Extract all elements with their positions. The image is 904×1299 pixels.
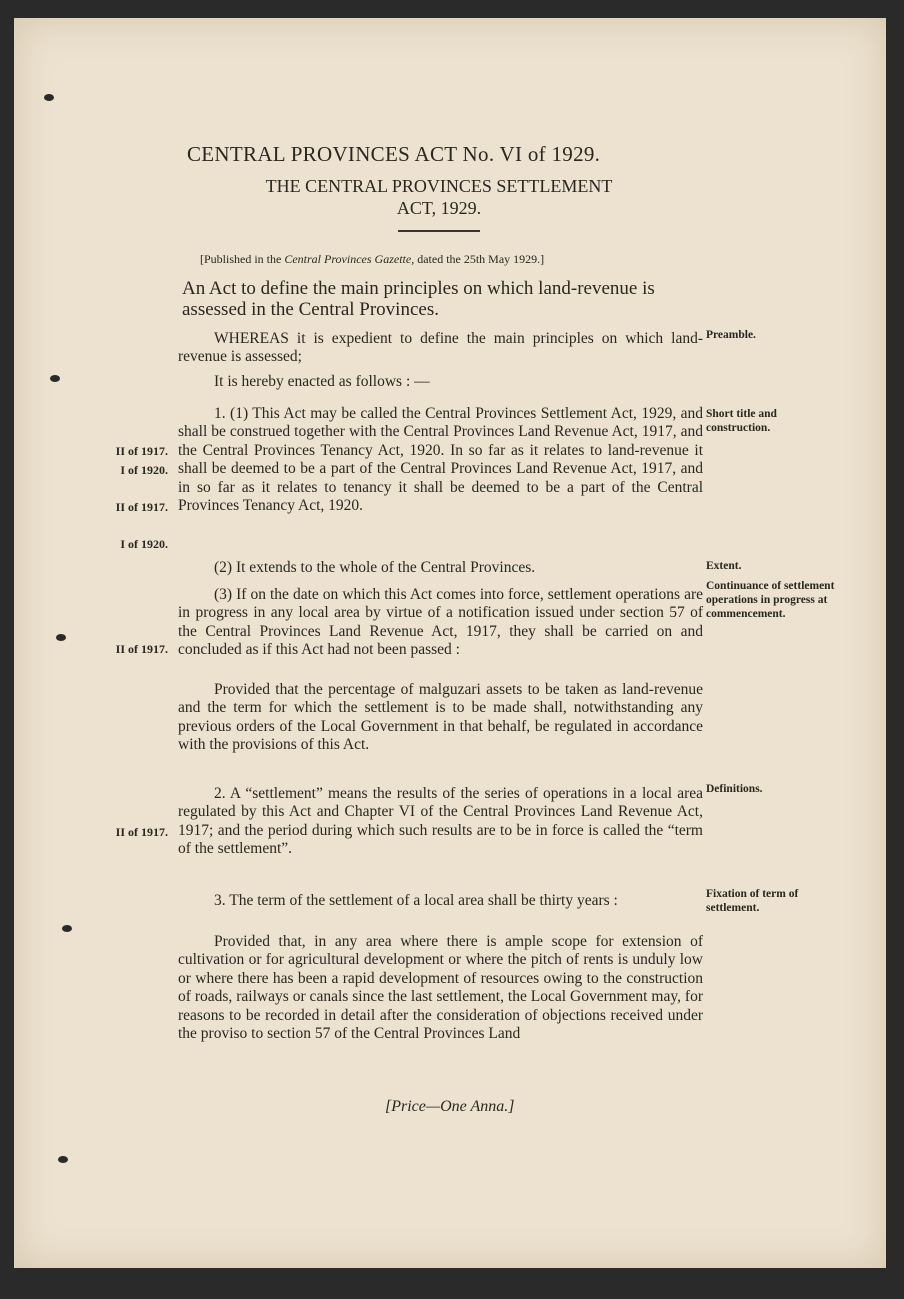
preamble-text: WHEREAS it is expedient to define the main principles on which land-revenue is assessed; [178,330,703,366]
act-title: CENTRAL PROVINCES ACT No. VI of 1929. [187,142,601,166]
margin-ref: II of 1917. [115,642,168,656]
margin-fixation: Fixation of term of settlement. [706,888,799,914]
title-divider [398,230,480,232]
section2-text: 2. A “settlement” means the results of the series of operations in a local area regulated by this Act and Chapter VI of the Central Provinces Land Revenue Act, 1917; and the period during which such results are to be in force is called the “term of the settlement”. [178,785,703,858]
short-title-line2: ACT, 1929. [396,198,482,218]
publication-note [200,252,544,267]
publication-gazette: Central Provinces Gazette, [284,252,415,266]
enacting-clause: It is hereby enacted as follows : — [214,373,430,390]
section1-sub3: (3) If on the date on which this Act comes into force, settlement operations are in progress in any local area by virtue of a notification issued under section 57 of the Central Provinces Land Revenue Act, 1917, they shall be carried on and concluded as if this Act had not been passed : [178,586,703,659]
margin-preamble: Preamble. [706,329,756,341]
section3-text: 3. The term of the settlement of a local area shall be thirty years : [214,892,618,909]
long-title: An Act to define the main principles on which land-revenue is assessed in the Central Provinces. [182,278,655,320]
margin-continuance: Continuance of settlement operations in progress at commencement. [706,580,835,620]
margin-ref: II of 1917. [115,444,168,458]
section3-proviso: Provided that, in any area where there is ample scope for extension of cultivation or for agricultural development or where the pitch of rents is unduly low or where there has been a rapid development of resources owing to the construction of roads, railways or canals since the last settlement, the Local Government may, for reasons to be recorded in detail after the consideration of objections received under the proviso to section 57 of the Central Provinces Land [178,933,703,1043]
short-title [222,175,656,219]
margin-definitions: Definitions. [706,783,763,795]
margin-ref: I of 1920. [120,537,168,551]
margin-short-title: Short title and construction. [706,408,777,434]
section1-proviso: Provided that the percentage of malguzari assets to be taken as land-revenue and the term for which the settlement is to be made shall, notwithstanding any previous orders of the Local Government in that behalf, be regulated in accordance with the provisions of this Act. [178,681,703,754]
punch-hole [56,634,66,641]
section1-sub1: 1. (1) This Act may be called the Central Provinces Settlement Act, 1929, and shall be construed together with the Central Provinces Land Revenue Act, 1917, and the Central Provinces Tenancy Act, 1920. In so far as it relates to land-revenue it shall be deemed to be a part of the Central Provinces Land Revenue Act, 1917, and in so far as it relates to tenancy it shall be deemed to be a part of the Central Provinces Tenancy Act, 1920. [178,405,703,515]
punch-hole [58,1156,68,1163]
punch-hole [62,925,72,932]
publication-suffix: dated the 25th May 1929.] [414,252,545,266]
margin-ref: I of 1920. [120,463,168,477]
section1-sub2: (2) It extends to the whole of the Central Provinces. [214,559,536,576]
margin-ref: II of 1917. [115,500,168,514]
margin-extent: Extent. [706,560,742,572]
punch-hole [44,94,54,101]
punch-hole [50,375,60,382]
margin-ref: II of 1917. [115,825,168,839]
price-footer: [Price—One Anna.] [385,1098,515,1115]
publication-prefix: [Published in the [200,252,285,266]
short-title-line1: THE CENTRAL PROVINCES SETTLEMENT [265,176,613,196]
